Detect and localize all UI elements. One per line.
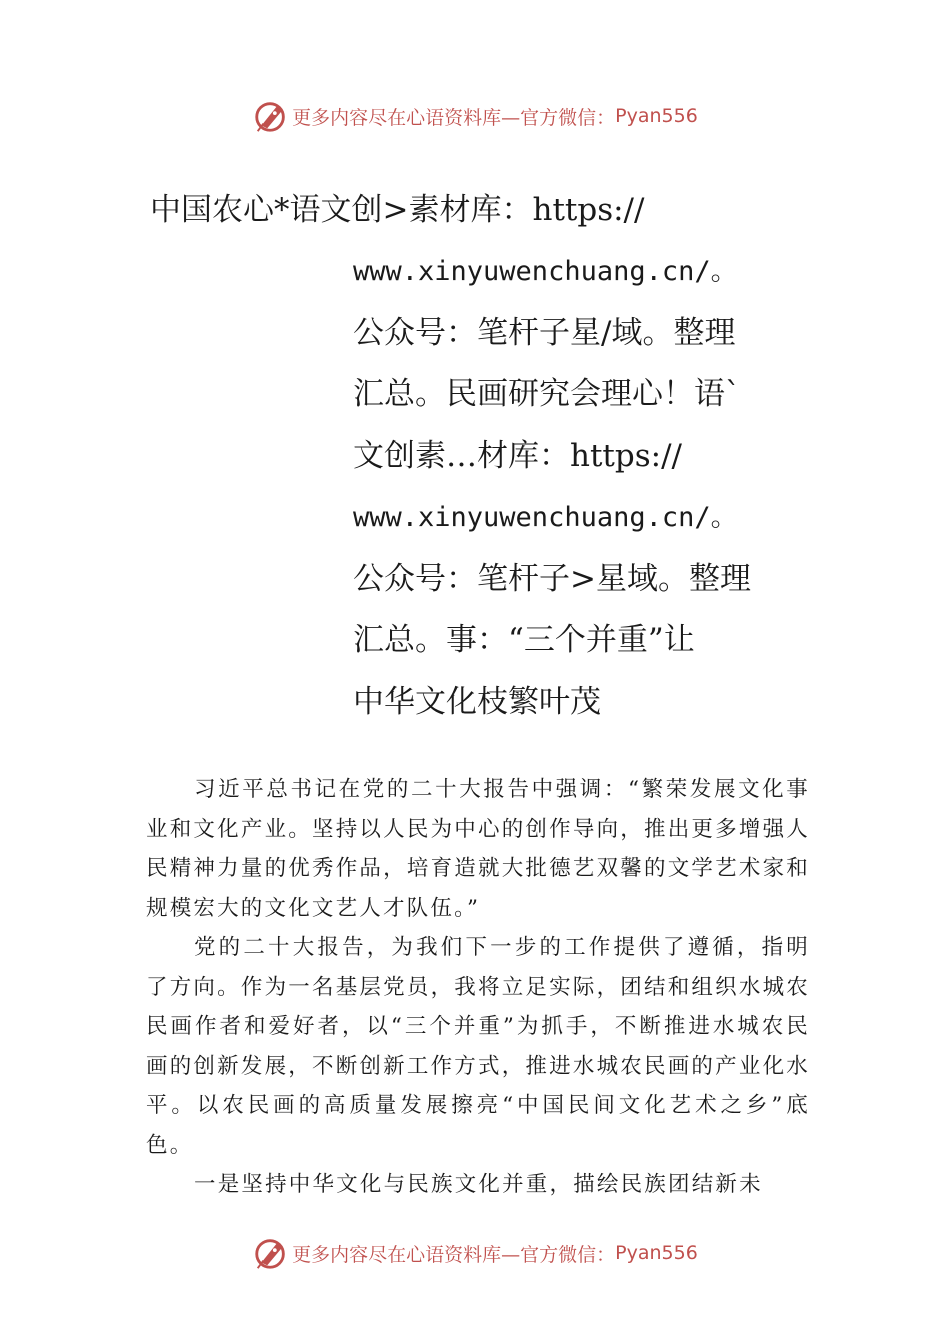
footer-banner-contact: Pyan556 [615,1242,698,1264]
title-line-6: www.xinyuwenchuang.cn/。 [353,502,738,533]
document-title [150,180,830,733]
footer-banner [0,1231,950,1275]
paragraph-3: 一是坚持中华文化与民族文化并重，描绘民族团结新未 [194,1172,763,1197]
footer-banner-text: 更多内容尽在心语资料库—官方微信： [292,1243,616,1266]
title-line-5: 文创素…材库：https:// [353,437,682,474]
pen-nib-logo-icon [252,1234,290,1272]
header-banner-contact: Pyan556 [615,105,698,127]
header-banner-text: 更多内容尽在心语资料库—官方微信： [292,106,616,129]
title-line-7: 公众号：笔杆子>星域。整理 [353,560,751,597]
title-line-9: 中华文化枝繁叶茂 [353,683,601,720]
title-line-2: www.xinyuwenchuang.cn/。 [353,256,738,287]
header-banner [0,94,950,138]
paragraph-1: 习近平总书记在党的二十大报告中强调：“繁荣发展文化事业和文化产业。坚持以人民为中心的创作导向，推出更多增强人民精神力量的优秀作品，培育造就大批德艺双馨的文学艺术家和规模宏大的文化文艺人才队伍。” [146,777,810,921]
title-line-3: 公众号：笔杆子星/域。整理 [353,314,736,351]
paragraph-2: 党的二十大报告，为我们下一步的工作提供了遵循，指明了方向。作为一名基层党员，我将立足实际，团结和组织水城农民画作者和爱好者，以“三个并重”为抓手，不断推进水城农民画的创新发展，不断创新工作方式，推进水城农民画的产业化水平。以农民画的高质量发展擦亮“中国民间文化艺术之乡”底色。 [146,935,810,1158]
pen-nib-logo-icon [252,97,290,135]
title-line-1: 中国农心*语文创>素材库：https:// [150,192,645,228]
title-line-8: 汇总。事：“三个并重”让 [353,622,695,658]
body-text [146,770,810,1205]
title-line-4: 汇总。民画研究会理心！语` [353,376,741,412]
